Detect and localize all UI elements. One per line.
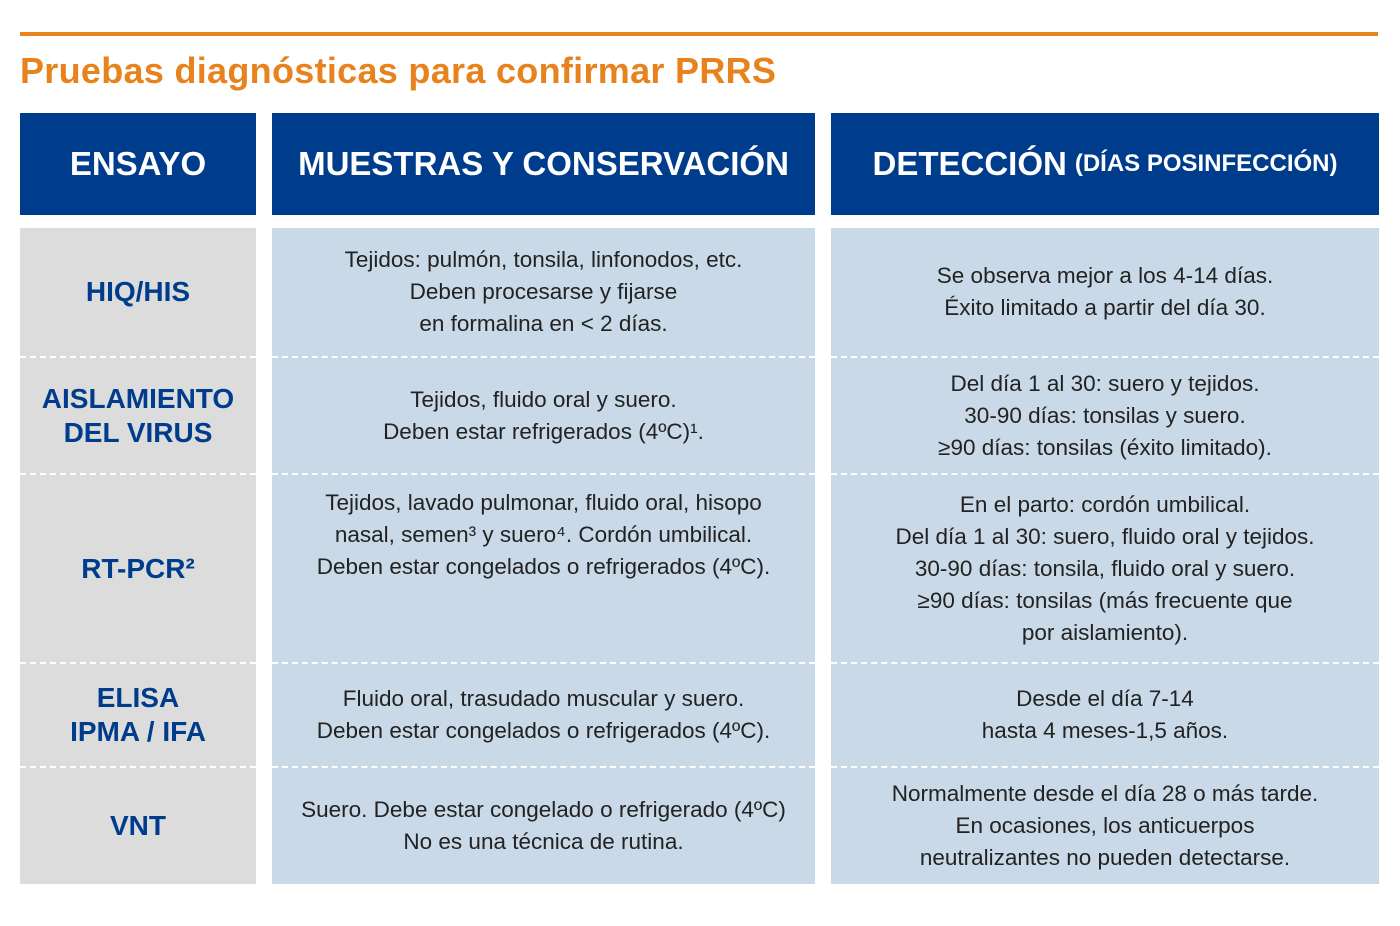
muestras-line: Deben procesarse y fijarse xyxy=(409,279,678,304)
row-hiq-muestras xyxy=(272,228,815,356)
deteccion-line: Del día 1 al 30: suero y tejidos. xyxy=(950,370,1260,396)
muestras-line: Tejidos, lavado pulmonar, fluido oral, hisopo xyxy=(325,490,762,515)
column-deteccion xyxy=(831,228,1379,884)
header-deteccion-label: DETECCIÓN xyxy=(872,145,1067,182)
header-muestras-label: MUESTRAS Y CONSERVACIÓN xyxy=(298,145,789,182)
header-deteccion xyxy=(831,113,1379,215)
muestras-line: en formalina en < 2 días. xyxy=(419,311,668,336)
deteccion-line: Normalmente desde el día 28 o más tarde. xyxy=(891,781,1319,806)
ensayo-label: HIQ/HIS xyxy=(85,276,191,307)
header-deteccion-sub: (DÍAS POSINFECCIÓN) xyxy=(1074,150,1338,177)
deteccion-line: por aislamiento). xyxy=(1021,619,1189,645)
muestras-line: Suero. Debe estar congelado o refrigerado (4ºC) xyxy=(301,797,786,822)
title-rule xyxy=(20,32,1378,36)
ensayo-label: IPMA / IFA xyxy=(70,716,206,747)
muestras-line: Tejidos: pulmón, tonsila, linfonodos, etc. xyxy=(344,247,743,272)
row-elisa-muestras xyxy=(272,662,815,766)
ensayo-label: RT-PCR² xyxy=(81,552,195,584)
ensayo-label: DEL VIRUS xyxy=(63,416,213,448)
row-vnt-muestras xyxy=(272,766,815,884)
ensayo-label: ELISA xyxy=(96,682,180,713)
page-title: Pruebas diagnósticas para confirmar PRRS xyxy=(20,50,777,91)
column-muestras xyxy=(272,228,815,884)
ensayo-label: VNT xyxy=(110,810,166,841)
deteccion-line: Desde el día 7-14 xyxy=(1016,686,1194,711)
row-elisa-ensayo xyxy=(20,662,256,766)
row-hiq-ensayo xyxy=(20,228,256,356)
deteccion-line: ≥90 días: tonsilas (éxito limitado). xyxy=(938,434,1272,460)
deteccion-line: 30-90 días: tonsila, fluido oral y suero. xyxy=(914,555,1296,581)
row-rtpcr-deteccion xyxy=(831,473,1379,662)
deteccion-line: neutralizantes no pueden detectarse. xyxy=(919,845,1291,870)
row-aislamiento-deteccion xyxy=(831,356,1379,473)
ensayo-label: AISLAMIENTO xyxy=(41,382,235,414)
muestras-line: Deben estar refrigerados (4ºC)¹. xyxy=(383,418,704,444)
deteccion-line: Del día 1 al 30: suero, fluido oral y tejidos. xyxy=(895,523,1315,549)
deteccion-line: 30-90 días: tonsilas y suero. xyxy=(964,402,1246,428)
row-vnt-ensayo xyxy=(20,766,256,884)
muestras-line: No es una técnica de rutina. xyxy=(403,829,684,854)
row-aislamiento-ensayo xyxy=(20,356,256,473)
deteccion-line: ≥90 días: tonsilas (más frecuente que xyxy=(917,587,1293,613)
row-hiq-deteccion xyxy=(831,228,1379,356)
row-rtpcr-muestras xyxy=(272,473,815,662)
deteccion-line: En el parto: cordón umbilical. xyxy=(959,491,1251,517)
muestras-line: nasal, semen³ y suero⁴. Cordón umbilical. xyxy=(334,522,753,547)
row-elisa-deteccion xyxy=(831,662,1379,766)
row-aislamiento-muestras xyxy=(272,356,815,473)
header-ensayo-label: ENSAYO xyxy=(69,145,207,182)
muestras-line: Tejidos, fluido oral y suero. xyxy=(410,386,677,412)
deteccion-line: hasta 4 meses-1,5 años. xyxy=(981,718,1229,743)
header-muestras xyxy=(272,113,815,215)
deteccion-line: En ocasiones, los anticuerpos xyxy=(955,813,1255,838)
deteccion-line: Éxito limitado a partir del día 30. xyxy=(944,295,1266,320)
row-vnt-deteccion xyxy=(831,766,1379,884)
header-ensayo xyxy=(20,113,256,215)
muestras-line: Deben estar congelados o refrigerados (4ºC). xyxy=(316,718,771,743)
column-ensayo xyxy=(20,228,256,884)
muestras-line: Deben estar congelados o refrigerados (4ºC). xyxy=(316,554,771,579)
row-rtpcr-ensayo xyxy=(20,473,256,662)
deteccion-line: Se observa mejor a los 4-14 días. xyxy=(936,263,1274,288)
muestras-line: Fluido oral, trasudado muscular y suero. xyxy=(342,686,745,711)
